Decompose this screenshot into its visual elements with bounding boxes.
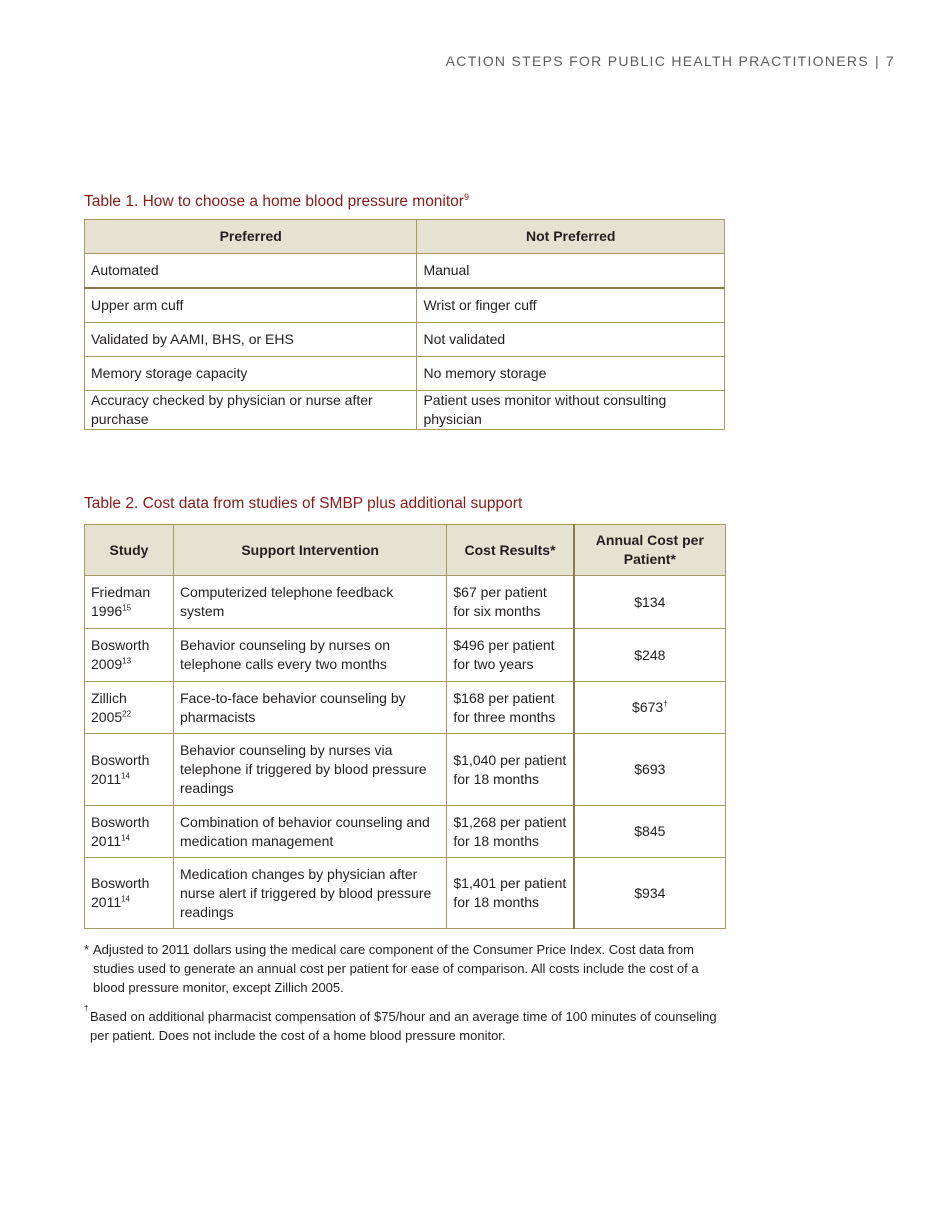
cost-results-cell (447, 806, 574, 858)
preferred-cell: Validated by AAMI, BHS, or EHS (85, 323, 417, 357)
annual-cost-cell (574, 629, 726, 682)
annual-cost-mark: † (663, 699, 668, 709)
study-cell (85, 734, 174, 806)
table-row (85, 288, 725, 323)
study-name: Friedman (91, 584, 151, 600)
table1-caption-text: Table 1. How to choose a home blood pressure monitor (84, 193, 464, 210)
table-row (85, 734, 726, 806)
table-row (85, 629, 726, 682)
study-name: Bosworth (91, 637, 150, 653)
study-ref: 14 (121, 894, 131, 904)
annual-cost-value: $673 (632, 699, 664, 715)
table-row (85, 357, 725, 391)
cost-results-cell (447, 682, 574, 734)
preferred-cell: Accuracy checked by physician or nurse after purchase (85, 391, 417, 430)
annual-cost-cell (574, 576, 726, 629)
cost-amount: $67 per patient (453, 584, 547, 600)
study-ref: 15 (122, 603, 132, 613)
preferred-cell: Automated (85, 254, 417, 289)
study-name: Zillich (91, 689, 127, 706)
preferred-cell: Upper arm cuff (85, 288, 417, 323)
cost-period: for three months (453, 708, 556, 725)
annual-cost-value: $693 (634, 761, 666, 777)
study-year: 2009 (91, 656, 123, 672)
table1-caption-ref: 9 (463, 191, 469, 202)
monitor-selection-table (84, 219, 725, 430)
footnote-text: Adjusted to 2011 dollars using the medical care component of the Consumer Price Index. Cost data from studies used to generate an annual cost per patient for ease of comparison. All costs include the cost of a blood pressure monitor, except Zillich 2005. (93, 942, 699, 995)
study-ref: 22 (122, 708, 132, 718)
cost-results-cell (447, 629, 574, 682)
study-year: 2011 (91, 770, 122, 787)
annual-cost-cell (574, 858, 726, 929)
table-row (85, 391, 725, 430)
column-header-not-preferred: Not Preferred (417, 220, 725, 254)
table-row (85, 323, 725, 357)
study-cell (85, 576, 174, 629)
annual-cost-cell (574, 734, 726, 806)
column-header-annual-cost: Annual Cost per Patient* (574, 525, 726, 576)
cost-results-cell (447, 734, 574, 806)
study-cell (85, 806, 174, 858)
column-header-preferred: Preferred (85, 220, 417, 254)
page-number: 7 (885, 53, 895, 69)
table-row (85, 576, 726, 629)
study-ref: 13 (122, 656, 132, 666)
not-preferred-cell: Not validated (417, 323, 725, 357)
column-header-study: Study (85, 525, 174, 576)
cost-amount: $1,401 per patient (453, 875, 567, 891)
annual-cost-value: $248 (634, 646, 666, 663)
footnote-text: Based on additional pharmacist compensation of $75/hour and an average time of 100 minutes of counseling per patient. Does not include the cost of a home blood pressure monitor. (90, 1009, 717, 1043)
preferred-cell: Memory storage capacity (85, 357, 417, 391)
cost-amount: $496 per patient (453, 637, 555, 653)
table-row (85, 682, 726, 734)
study-ref: 14 (121, 832, 131, 842)
cost-amount: $1,040 per patient (453, 751, 567, 768)
table-header-row (85, 525, 726, 576)
study-ref: 14 (121, 770, 131, 780)
footnote-mark: * (84, 942, 90, 957)
study-cell (85, 629, 174, 682)
cost-amount: $168 per patient (453, 689, 555, 706)
not-preferred-cell: Wrist or finger cuff (417, 288, 725, 323)
annual-cost-value: $934 (634, 884, 666, 901)
study-name: Bosworth (91, 813, 150, 830)
cost-data-table (84, 524, 726, 929)
running-title: ACTION STEPS FOR PUBLIC HEALTH PRACTITIONERS (445, 53, 869, 69)
table2-caption (84, 495, 522, 513)
annual-cost-value: $134 (634, 593, 666, 610)
study-year: 1996 (91, 603, 123, 619)
study-cell (85, 858, 174, 929)
table1-caption (84, 193, 469, 211)
cost-period: for 18 months (453, 832, 539, 849)
not-preferred-cell: Manual (417, 254, 725, 289)
column-header-cost-results: Cost Results* (447, 525, 574, 576)
header-separator: | (874, 53, 880, 69)
intervention-cell: Medication changes by physician after nurse alert if triggered by blood pressure readings (173, 858, 446, 929)
annual-cost-value: $845 (634, 823, 666, 839)
column-header-intervention: Support Intervention (173, 525, 446, 576)
cost-results-cell (447, 576, 574, 629)
cost-amount: $1,268 per patient (453, 813, 567, 830)
annual-cost-cell (574, 682, 726, 734)
intervention-cell: Combination of behavior counseling and medication management (173, 806, 446, 858)
cost-period: for six months (453, 603, 541, 619)
footnote-asterisk (84, 940, 724, 997)
intervention-cell: Computerized telephone feedback system (173, 576, 446, 629)
intervention-cell: Behavior counseling by nurses via telephone if triggered by blood pressure readings (173, 734, 446, 806)
intervention-cell: Face-to-face behavior counseling by pharmacists (173, 682, 446, 734)
cost-period: for 18 months (453, 894, 539, 910)
annual-cost-cell (574, 806, 726, 858)
cost-results-cell (447, 858, 574, 929)
study-name: Bosworth (91, 875, 150, 891)
table-row (85, 858, 726, 929)
table2-caption-text: Table 2. Cost data from studies of SMBP plus additional support (84, 495, 523, 512)
study-year: 2005 (91, 708, 123, 725)
table-header-row (85, 220, 725, 254)
not-preferred-cell: Patient uses monitor without consulting physician (417, 391, 725, 430)
study-year: 2011 (91, 894, 122, 910)
intervention-cell: Behavior counseling by nurses on telephone calls every two months (173, 629, 446, 682)
not-preferred-cell: No memory storage (417, 357, 725, 391)
study-year: 2011 (91, 832, 122, 849)
study-name: Bosworth (91, 751, 150, 768)
cost-period: for 18 months (453, 770, 539, 787)
footnote-dagger: † Based on additional pharmacist compensation of $75/hour and an average time of 100 minutes of counseling per patient. Does not include the cost of a home blood pressure monitor. (84, 1007, 724, 1045)
cost-period: for two years (453, 656, 534, 672)
running-header (446, 53, 895, 69)
study-cell (85, 682, 174, 734)
table-row (85, 806, 726, 858)
table-row (85, 254, 725, 289)
